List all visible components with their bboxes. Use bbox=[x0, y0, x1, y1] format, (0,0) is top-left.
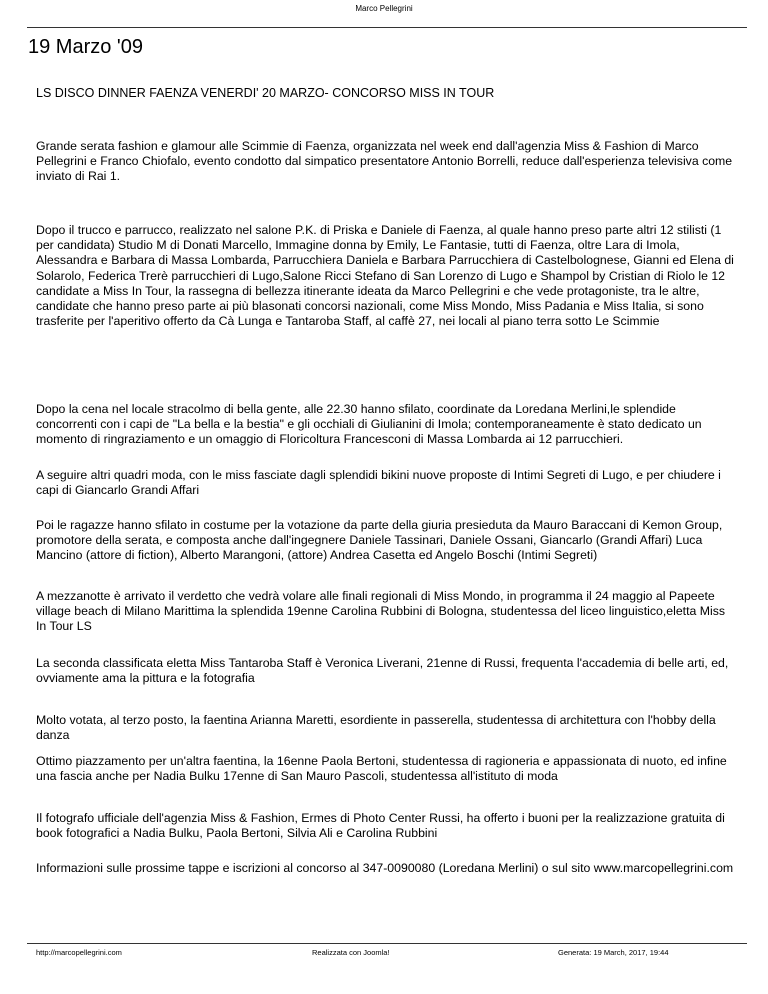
footer-url[interactable]: http://marcopellegrini.com bbox=[36, 948, 122, 957]
site-header-name: Marco Pellegrini bbox=[355, 4, 413, 13]
article-paragraph: Grande serata fashion e glamour alle Scimmie di Faenza, organizzata nel week end dall'agenzia Miss & Fashion di Marco Pellegrini e Franco Chiofalo, evento condotto dal simpatico presentatore Antonio Borrelli, reduce dall'esperienza televisiva come inviato di Rai 1. bbox=[36, 139, 733, 184]
article-paragraph: Molto votata, al terzo posto, la faentina Arianna Maretti, esordiente in passerella, studentessa di architettura con l'hobby della danza bbox=[36, 713, 716, 743]
article-paragraph: A seguire altri quadri moda, con le miss fasciate dagli splendidi bikini nuove proposte di Intimi Segreti di Lugo, e per chiudere i capi di Giancarlo Grandi Affari bbox=[36, 468, 721, 498]
article-paragraph: A mezzanotte è arrivato il verdetto che vedrà volare alle finali regionali di Miss Mondo, in programma il 24 maggio al Papeete village beach di Milano Marittima la splendida 19enne Carolina Rubbini di Bologna, studentessa del liceo linguistico,eletta Miss In Tour LS bbox=[36, 589, 726, 634]
article-paragraph: Poi le ragazze hanno sfilato in costume per la votazione da parte della giuria presieduta da Mauro Baraccani di Kemon Group, promotore della serata, e composta anche dall'ingegnere Daniele Tassinari, Daniele Ossani, Giancarlo (Grandi Affari) Luca Mancino (attore di fiction), Alberto Marangoni, (attore) Andrea Casetta ed Angelo Boschi (Intimi Segreti) bbox=[36, 518, 723, 563]
article-paragraph: Ottimo piazzamento per un'altra faentina, la 16enne Paola Bertoni, studentessa di ragioneria e appassionata di nuoto, ed infine una fascia anche per Nadia Bulku 17enne di San Mauro Pascoli, studentessa all'istituto di moda bbox=[36, 754, 727, 784]
article-subtitle: LS DISCO DINNER FAENZA VENERDI' 20 MARZO- CONCORSO MISS IN TOUR bbox=[36, 86, 495, 100]
footer-divider bbox=[27, 943, 747, 944]
article-paragraph: Il fotografo ufficiale dell'agenzia Miss & Fashion, Ermes di Photo Center Russi, ha offerto i buoni per la realizzazione gratuita di book fotografici a Nadia Bulku, Paola Bertoni, Silvia Ali e Carolina Rubbini bbox=[36, 811, 725, 841]
footer-generated-date: Generata: 19 March, 2017, 19:44 bbox=[558, 948, 669, 957]
article-paragraph: Informazioni sulle prossime tappe e iscrizioni al concorso al 347-0090080 (Loredana Merlini) o sul sito www.marcopellegrini.com bbox=[36, 861, 734, 875]
article-paragraph: La seconda classificata eletta Miss Tantaroba Staff è Veronica Liverani, 21enne di Russi, frequenta l'accademia di belle arti, ed, ovviamente ama la pittura e la fotografia bbox=[36, 656, 729, 686]
article-paragraph: Dopo il trucco e parrucco, realizzato nel salone P.K. di Priska e Daniele di Faenza, al quale hanno preso parte altri 12 stilisti (1 per candidata) Studio M di Donati Marcello, Immagine donna by Emily, Le Fantasie, tutti di Faenza, oltre Lara di Imola, Alessandra e Barbara di Massa Lombarda, Parrucchiera Daniela e Barbara Parrucchiera di Castelbolognese, Gianni ed Elena di Solarolo, Federica Trerè parrucchieri di Lugo,Salone Ricci Stefano di San Lorenzo di Lugo e Shampol by Cristian di Riolo le 12 candidate a Miss In Tour, la rassegna di bellezza itinerante ideata da Marco Pellegrini e che vede protagoniste, tra le altre, candidate che hanno preso parte ai più blasonati concorsi nazionali, come Miss Mondo, Miss Padania e Miss Italia, si sono trasferite per l'aperitivo offerto da Cà Lunga e Tantaroba Staff, al caffè 27, nei locali al piano terra sotto Le Scimmie bbox=[36, 223, 734, 329]
page-title: 19 Marzo '09 bbox=[28, 36, 143, 58]
footer-credit: Realizzata con Joomla! bbox=[312, 948, 390, 957]
article-paragraph: Dopo la cena nel locale stracolmo di bella gente, alle 22.30 hanno sfilato, coordinate da Loredana Merlini,le splendide concorrenti con i capi de "La bella e la bestia" e gli occhiali di Giulianini di Imola; contemporaneamente è stato dedicato un momento di ringraziamento e un omaggio di Floricoltura Francesconi di Massa Lombarda ai 12 parrucchieri. bbox=[36, 402, 702, 447]
header-divider bbox=[27, 27, 747, 28]
